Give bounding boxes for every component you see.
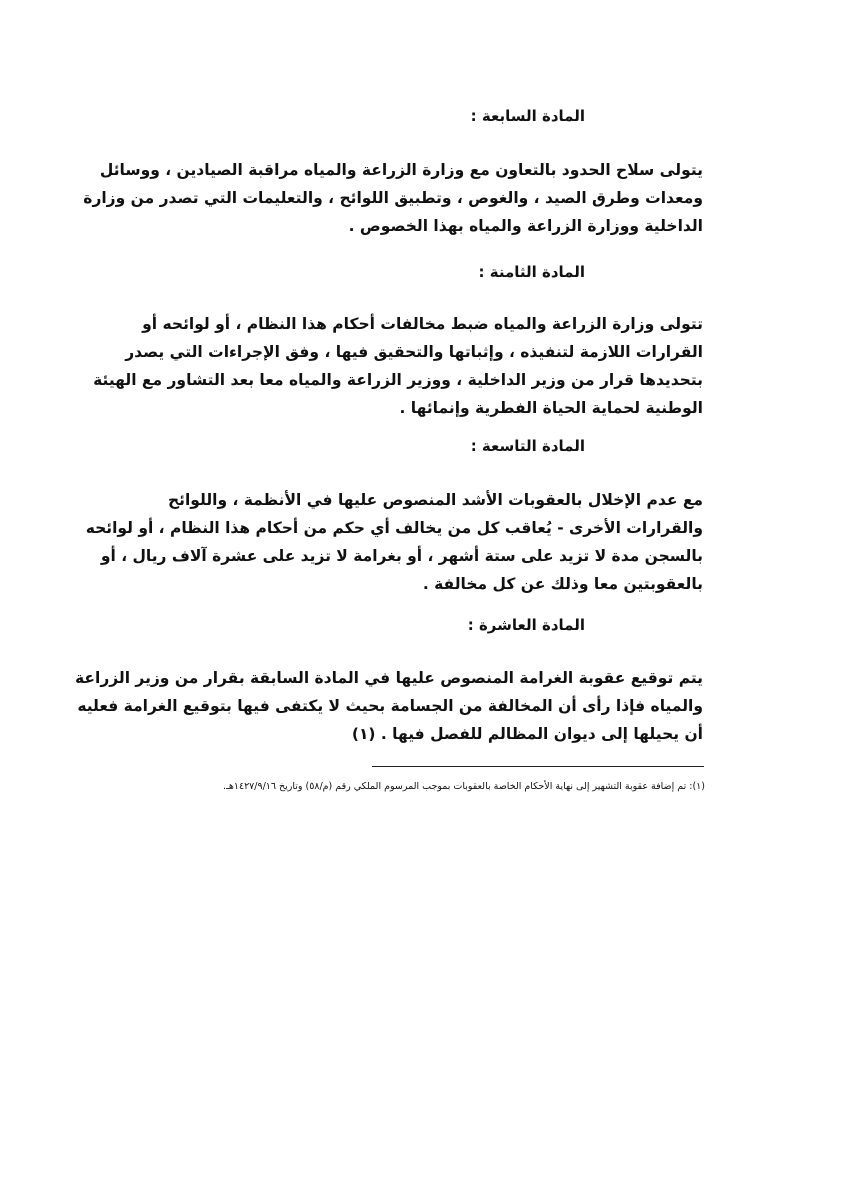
article-7-line-2: ومعدات وطرق الصيد ، والغوص ، وتطبيق اللوائح ، والتعليمات التي تصدر من وزارة	[83, 189, 703, 207]
article-8-line-3: بتحديدها قرار من وزير الداخلية ، ووزير الزراعة والمياه معا بعد التشاور مع الهيئة	[93, 371, 703, 389]
article-9-body	[85, 486, 703, 598]
article-8-body	[93, 310, 703, 422]
article-9-line-2: والقرارات الأخرى - يُعاقب كل من يخالف أي حكم من أحكام هذا النظام ، أو لوائحه	[85, 519, 703, 537]
article-7-heading: المادة السابعة :	[470, 107, 585, 125]
footnote-separator	[372, 766, 704, 767]
article-7-line-3: الداخلية ووزارة الزراعة والمياه بهذا الخصوص .	[348, 217, 703, 235]
article-8-heading: المادة الثامنة :	[478, 263, 585, 281]
article-7-body	[83, 156, 703, 240]
article-8-line-2: القرارات اللازمة لتنفيذه ، وإثباتها والتحقيق فيها ، وفق الإجراءات التي يصدر	[125, 343, 703, 361]
article-10-line-3: أن يحيلها إلى ديوان المظالم للفصل فيها . (١)	[351, 725, 703, 743]
article-10-heading: المادة العاشرة :	[467, 616, 585, 634]
article-10-line-2: والمياه فإذا رأى أن المخالفة من الجسامة بحيث لا يكتفى فيها بتوقيع الغرامة فعليه	[77, 697, 703, 715]
article-9-line-1: مع عدم الإخلال بالعقوبات الأشد المنصوص عليها في الأنظمة ، واللوائح	[167, 491, 703, 509]
article-10-body	[75, 664, 703, 748]
article-10-line-1: يتم توقيع عقوبة الغرامة المنصوص عليها في المادة السابقة بقرار من وزير الزراعة	[75, 669, 703, 687]
article-9-line-3: بالسجن مدة لا تزيد على ستة أشهر ، أو بغرامة لا تزيد على عشرة آلاف ريال ، أو	[100, 547, 703, 565]
article-9-line-4: بالعقوبتين معا وذلك عن كل مخالفة .	[422, 575, 703, 593]
article-8-line-4: الوطنية لحماية الحياة الفطرية وإنمائها .	[399, 399, 703, 417]
article-8-line-1: تتولى وزارة الزراعة والمياه ضبط مخالفات أحكام هذا النظام ، أو لوائحه أو	[142, 315, 703, 333]
article-7-line-1: يتولى سلاح الحدود بالتعاون مع وزارة الزراعة والمياه مراقبة الصيادين ، ووسائل	[99, 161, 703, 179]
footnote: (١): تم إضافة عقوبة التشهير إلى نهاية الأحكام الخاصة بالعقوبات بموجب المرسوم الملكي رقم (م/٥٨) وتاريخ ١٤٢٧/٩/١٦هـ.	[223, 781, 705, 792]
article-9-heading: المادة التاسعة :	[470, 437, 585, 455]
